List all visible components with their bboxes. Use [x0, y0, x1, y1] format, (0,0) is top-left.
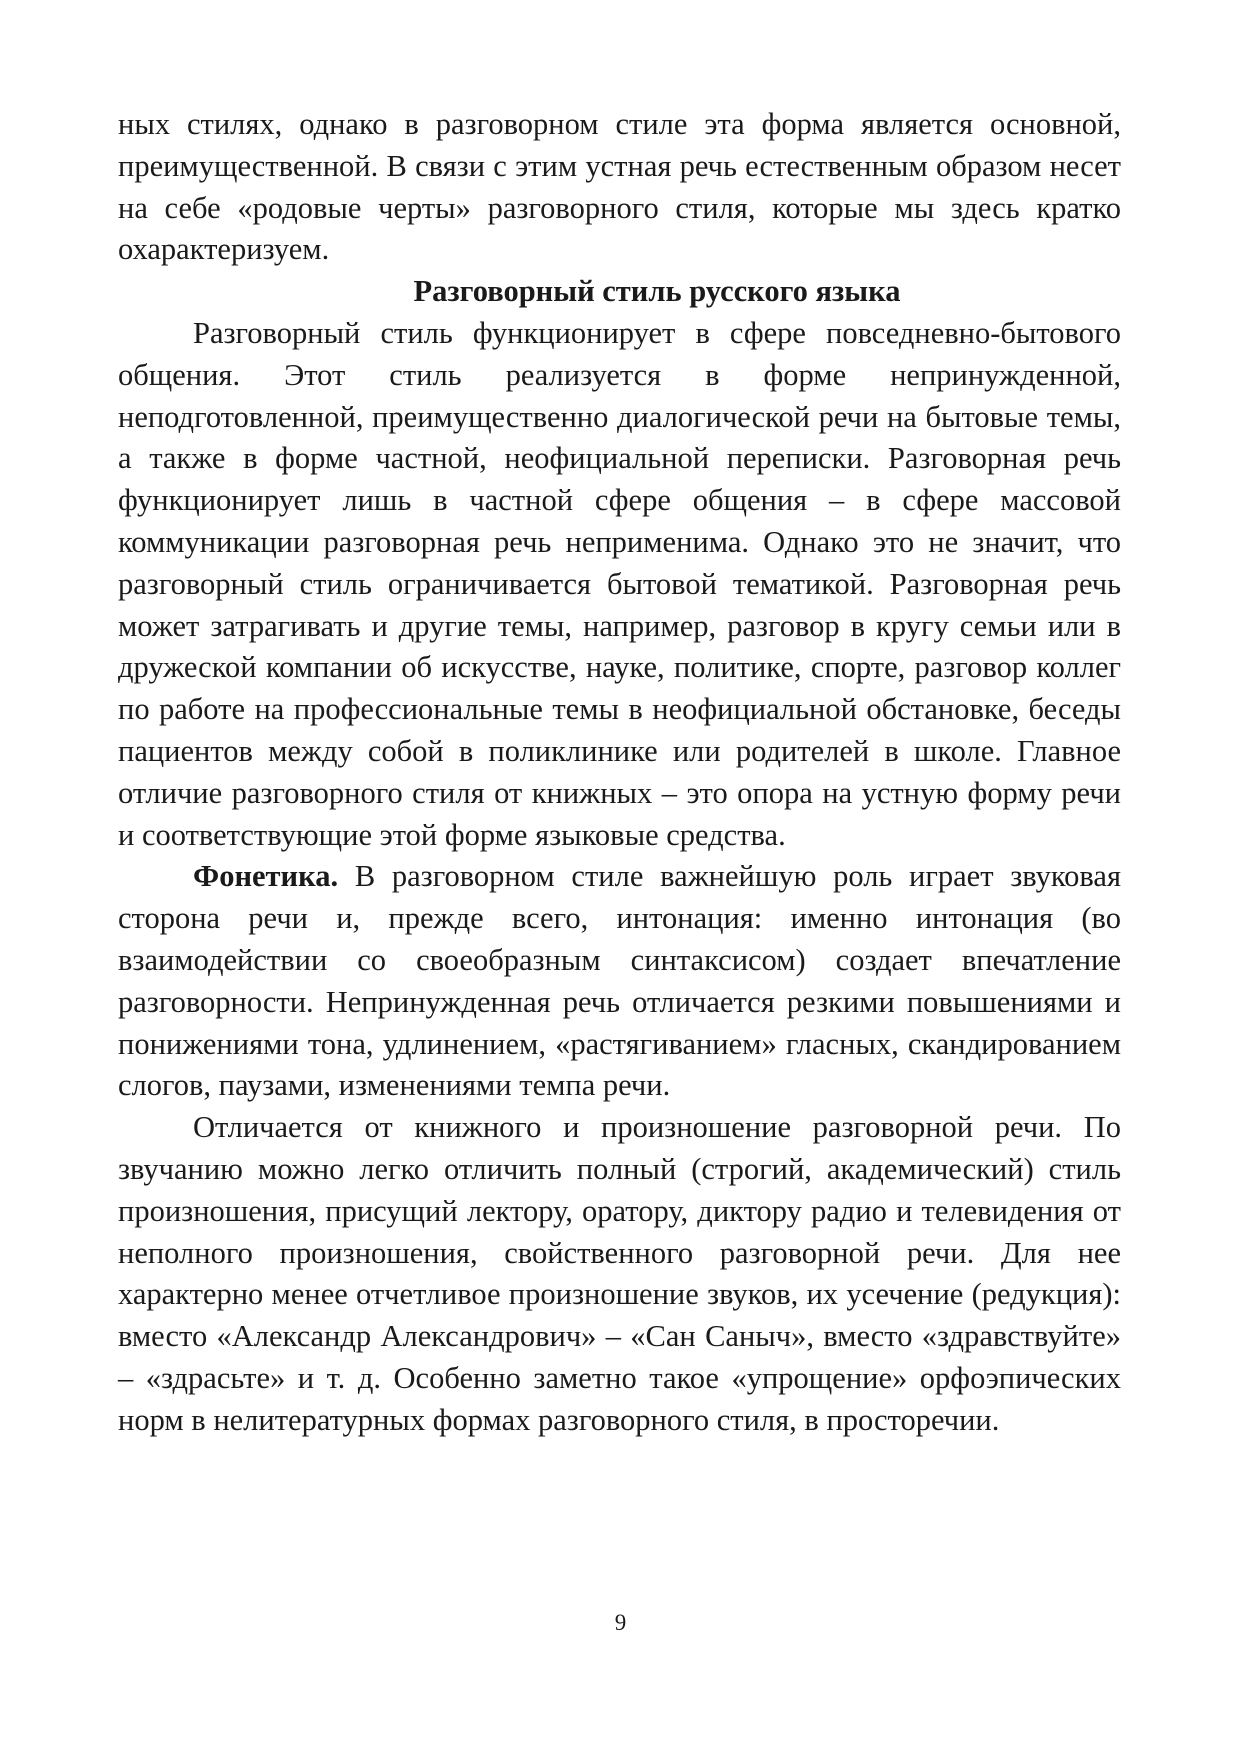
paragraph-pronunciation: Отличается от книжного и произношение разговорной речи. По звучанию можно легко отличить полный (строгий, академический) стиль произношения, присущий лектору, оратору, диктору радио и телевидения от неполного произношения, свойственного разговорной речи. Для нее характерно менее отчетливое произношение звуков, их усечение (редукция): вместо «Александр Александрович» – «Сан Саныч», вместо «здравствуйте» – «здрасьте» и т. д. Особенно заметно такое «упрощение» орфоэпических норм в нелитературных формах разговорного стиля, в просторечии.	[118, 1110, 1121, 1437]
continuation-paragraph: ных стилях, однако в разговорном стиле эта форма является основной, преимущественной. В связи с этим устная речь естественным образом несет на себе «родовые черты» разговорного стиля, которые мы здесь кратко охарактеризуем.	[118, 107, 1121, 267]
paragraph-colloquial-style: Разговорный стиль функционирует в сфере повседневно-бытового общения. Этот стиль реализуется в форме непринужденной, неподготовленной, преимущественно диалогической речи на бытовые темы, а также в форме частной, неофициальной переписки. Разговорная речь функционирует лишь в частной сфере общения – в сфере массовой коммуникации разговорная речь неприменима. Однако это не значит, что разговорный стиль ограничивается бытовой тематикой. Разговорная речь может затрагивать и другие темы, например, разговор в кругу семьи или в дружеской компании об искусстве, науке, политике, спорте, разговор коллег по работе на профессиональные темы в неофициальной обстановке, беседы пациентов между собой в поликлинике или родителей в школе. Главное отличие разговорного стиля от книжных – это опора на устную форму речи и соответствующие этой форме языковые средства.	[118, 315, 1121, 852]
page-number: 9	[614, 1610, 627, 1635]
phonetics-text: В разговорном стиле важнейшую роль играет звуковая сторона речи и, прежде всего, интонация: именно интонация (во взаимодействии со своеобразным синтаксисом) создает впечатление разговорности. Непринужденная речь отличается резкими повышениями и понижениями тона, удлинением, «растягиванием» гласных, скандированием слогов, паузами, изменениями темпа речи.	[118, 859, 1121, 1103]
paragraph-phonetics	[118, 856, 1121, 1107]
phonetics-term: Фонетика.	[193, 859, 339, 894]
section-heading: Разговорный стиль русского языка	[413, 274, 901, 309]
page-body	[118, 104, 1121, 1442]
